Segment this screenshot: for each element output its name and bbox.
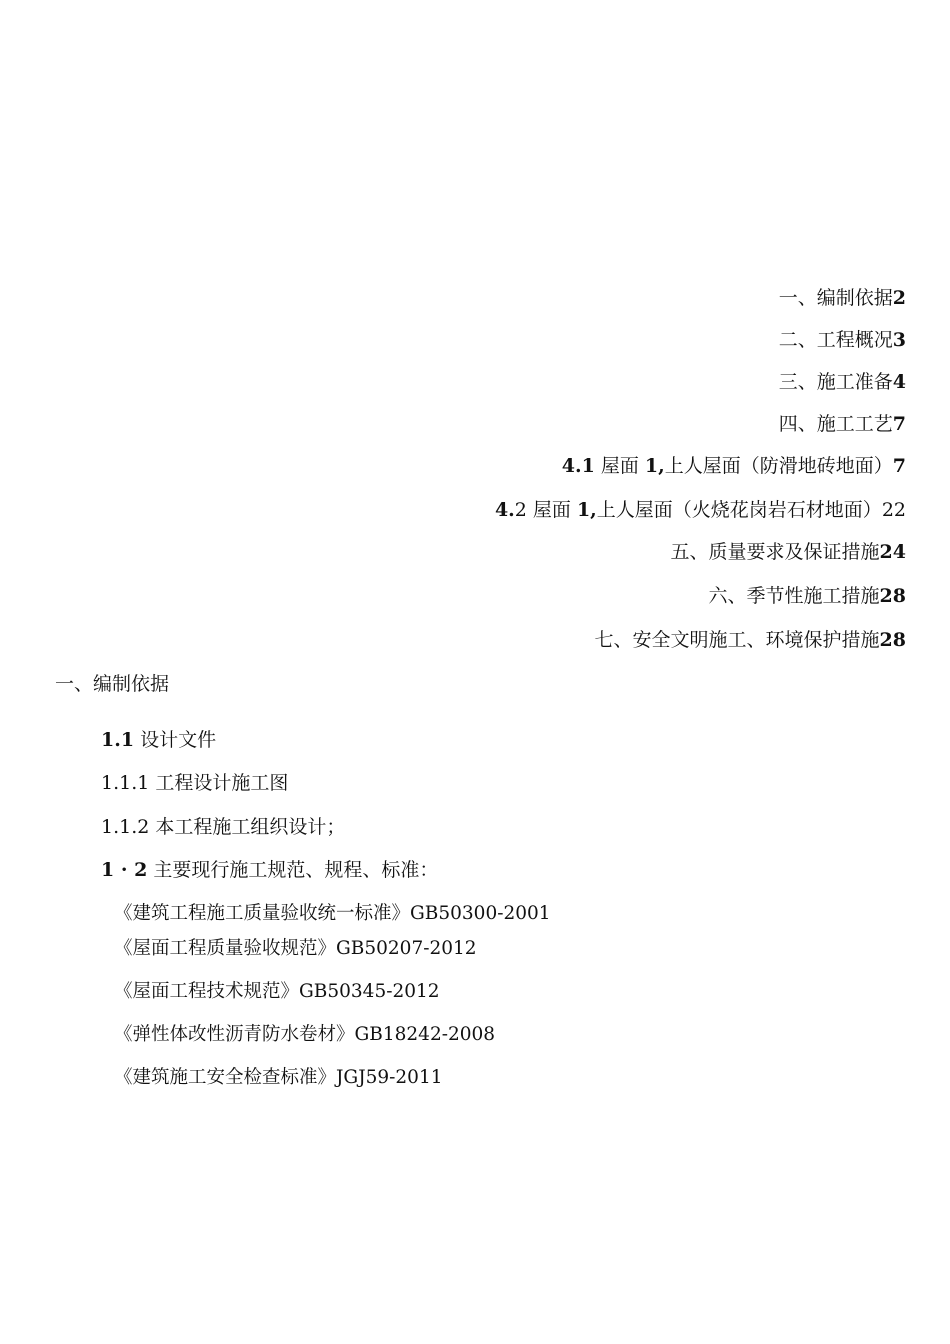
list-item: 1.1.2 本工程施工组织设计； xyxy=(101,816,346,838)
toc-entry-page: 7 xyxy=(892,413,906,435)
subsection-title: 设计文件 xyxy=(134,729,217,751)
toc-entry[interactable] xyxy=(779,286,906,310)
standard-reference: 《弹性体改性沥青防水卷材》GB18242-2008 xyxy=(114,1024,496,1045)
toc-entry-label: 屋面 xyxy=(594,455,645,477)
toc-entry-subnumber: 1, xyxy=(644,455,665,477)
standard-reference: 《屋面工程质量验收规范》GB50207-2012 xyxy=(114,938,477,959)
toc-entry-title: 三、施工准备 xyxy=(778,371,893,393)
toc-entry-page: 3 xyxy=(892,329,906,351)
toc-entry[interactable] xyxy=(595,628,906,652)
subsection-number: 1.1 xyxy=(101,729,135,751)
section-heading: 一、编制依据 xyxy=(55,673,170,695)
toc-entry-page: 28 xyxy=(879,629,906,651)
toc-entry-number-rest: 2 屋面 xyxy=(514,499,577,521)
list-item: 1.1.1 工程设计施工图 xyxy=(101,772,289,794)
toc-entry-page: 2 xyxy=(892,287,906,309)
toc-entry-page: 22 xyxy=(881,499,906,521)
standard-reference: 《建筑施工安全检查标准》JGJ59-2011 xyxy=(114,1067,443,1088)
toc-entry-page: 7 xyxy=(892,455,906,477)
toc-entry-title: 一、编制依据 xyxy=(778,287,893,309)
toc-entry[interactable] xyxy=(562,454,906,478)
toc-entry-title: 四、施工工艺 xyxy=(778,413,893,435)
subsection-title: 主要现行施工规范、规程、标准： xyxy=(147,859,439,881)
toc-entry[interactable] xyxy=(709,584,906,608)
toc-entry[interactable] xyxy=(495,498,906,522)
subsection-heading xyxy=(101,728,216,752)
subsection-number: 1 · 2 xyxy=(101,859,148,881)
toc-entry[interactable] xyxy=(779,412,906,436)
toc-entry-title: 七、安全文明施工、环境保护措施 xyxy=(594,629,880,651)
toc-entry-title: 上人屋面（防滑地砖地面） xyxy=(664,455,893,477)
toc-entry-page: 28 xyxy=(879,585,906,607)
toc-entry[interactable] xyxy=(779,370,906,394)
toc-entry[interactable] xyxy=(671,540,906,564)
standard-reference: 《建筑工程施工质量验收统一标准》GB50300-2001 xyxy=(114,903,551,924)
subsection-heading xyxy=(101,858,438,882)
toc-entry-number: 4. xyxy=(494,499,515,521)
toc-entry-title: 二、工程概况 xyxy=(778,329,893,351)
toc-entry-title: 上人屋面（火烧花岗岩石材地面） xyxy=(596,499,882,521)
toc-entry-title: 六、季节性施工措施 xyxy=(708,585,880,607)
toc-entry-page: 24 xyxy=(879,541,906,563)
toc-entry-title: 五、质量要求及保证措施 xyxy=(670,541,880,563)
toc-entry-subnumber: 1, xyxy=(576,499,597,521)
toc-entry[interactable] xyxy=(779,328,906,352)
toc-entry-number: 4.1 xyxy=(561,455,595,477)
toc-entry-page: 4 xyxy=(892,371,906,393)
standard-reference: 《屋面工程技术规范》GB50345-2012 xyxy=(114,981,440,1002)
